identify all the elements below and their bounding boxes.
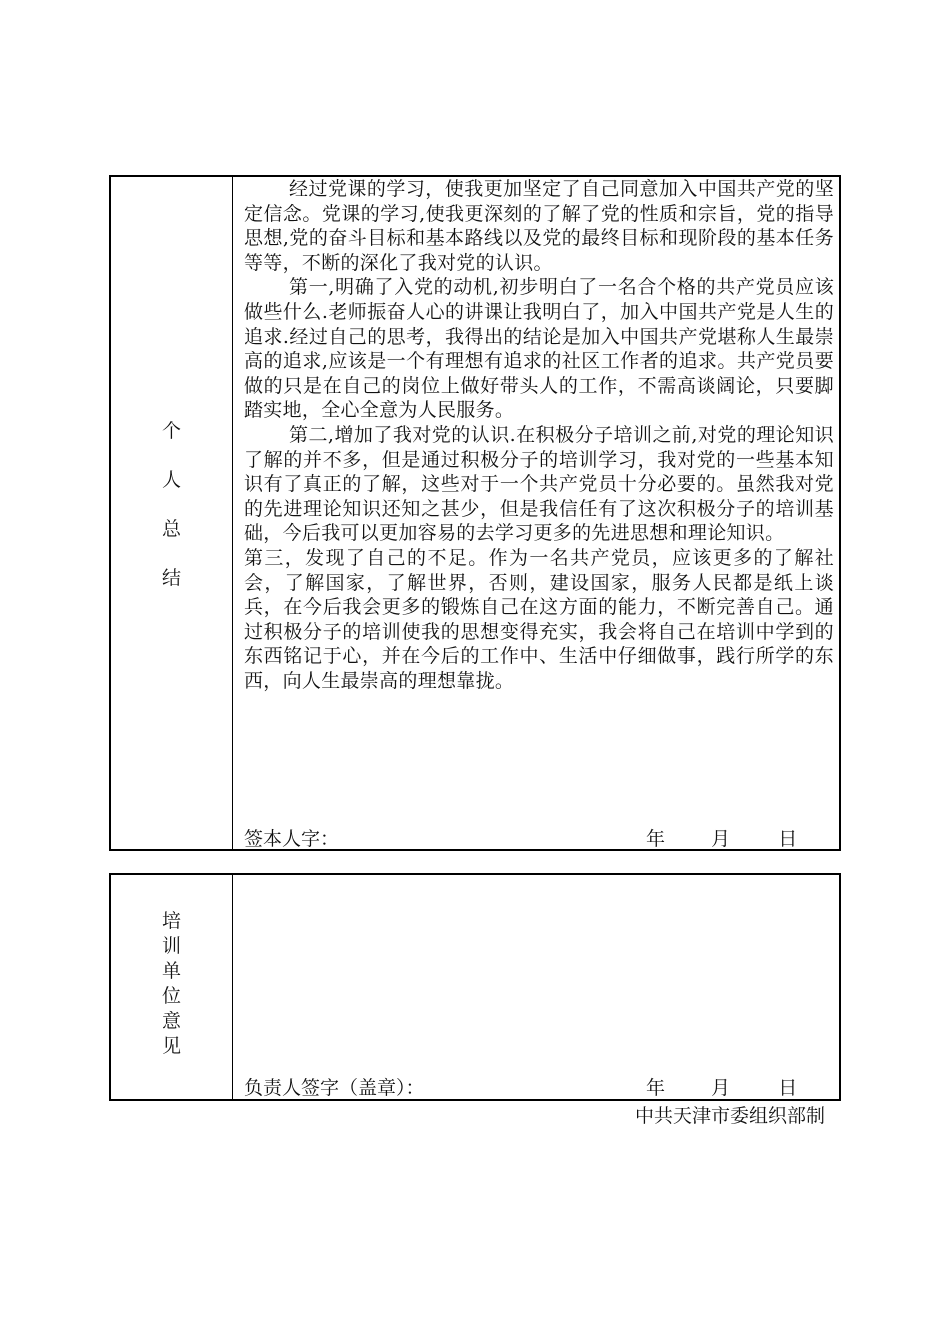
summary-text: [244, 177, 834, 693]
label-char: 位: [161, 985, 181, 1007]
label-char: 单: [161, 960, 181, 982]
date-day: 日: [778, 828, 798, 850]
responsible-signature-label: 负责人签字（盖章）：: [244, 1077, 425, 1099]
summary-paragraph: 经过党课的学习，使我更加坚定了自己同意加入中国共产党的坚定信念。党课的学习,使我更深刻的了解了党的性质和宗旨，党的指导思想,党的奋斗目标和基本路线以及党的最终目标和现阶段的基本任务等等，不断的深化了我对党的认识。: [244, 178, 834, 274]
column-divider: [232, 177, 233, 849]
summary-paragraph: 第三，发现了自己的不足。作为一名共产党员，应该更多的了解社会，了解国家，了解世界，否则，建设国家，服务人民都是纸上谈兵，在今后我会更多的锻炼自己在这方面的能力，不断完善自己。通过积极分子的培训使我的思想变得充实，我会将自己在培训中学到的东西铭记于心，并在今后的工作中、生活中仔细做事，践行所学的东西，向人生最崇高的理想靠拢。: [244, 546, 834, 692]
date-month: 月: [711, 828, 731, 850]
label-char: 见: [161, 1035, 181, 1057]
training-unit-opinion-table: [109, 873, 841, 1101]
personal-summary-table: [109, 175, 841, 851]
label-char: 个: [161, 420, 181, 442]
date-month: 月: [711, 1077, 731, 1099]
label-char: 结: [161, 567, 181, 589]
signature-date: [646, 824, 797, 851]
column-divider: [232, 875, 233, 1099]
date-day: 日: [778, 1077, 798, 1099]
date-year: 年: [646, 828, 666, 850]
summary-paragraph: 第二,增加了我对党的认识.在积极分子培训之前,对党的理论知识了解的并不多，但是通过积极分子的培训学习，我对党的一些基本知识有了真正的了解，这些对于一个共产党员十分必要的。虽然我对党的先进理论知识还知之甚少，但是我信任有了这次积极分子的培训基础，今后我可以更加容易的去学习更多的先进思想和理论知识。: [244, 423, 834, 545]
label-char: 意: [161, 1010, 181, 1032]
personal-summary-label: [111, 407, 232, 603]
training-unit-opinion-label: [111, 909, 232, 1059]
signature-date: [646, 1073, 797, 1100]
label-char: 训: [161, 935, 181, 957]
responsible-signature-row: [244, 1073, 834, 1100]
signature-label: 签本人字：: [244, 828, 340, 850]
label-char: 总: [161, 518, 181, 540]
signature-row: [244, 824, 834, 851]
label-char: 培: [161, 910, 181, 932]
issuer-footer: 中共天津市委组织部制: [634, 1105, 825, 1127]
date-year: 年: [646, 1077, 666, 1099]
summary-paragraph: 第一,明确了入党的动机,初步明白了一名合个格的共产党员应该做些什么.老师振奋人心的讲课让我明白了，加入中国共产党是人生的追求.经过自己的思考，我得出的结论是加入中国共产党堪称人生最崇高的追求,应该是一个有理想有追求的社区工作者的追求。共产党员要做的只是在自己的岗位上做好带头人的工作，不需高谈阔论，只要脚踏实地，全心全意为人民服务。: [244, 276, 834, 422]
label-char: 人: [161, 469, 181, 491]
